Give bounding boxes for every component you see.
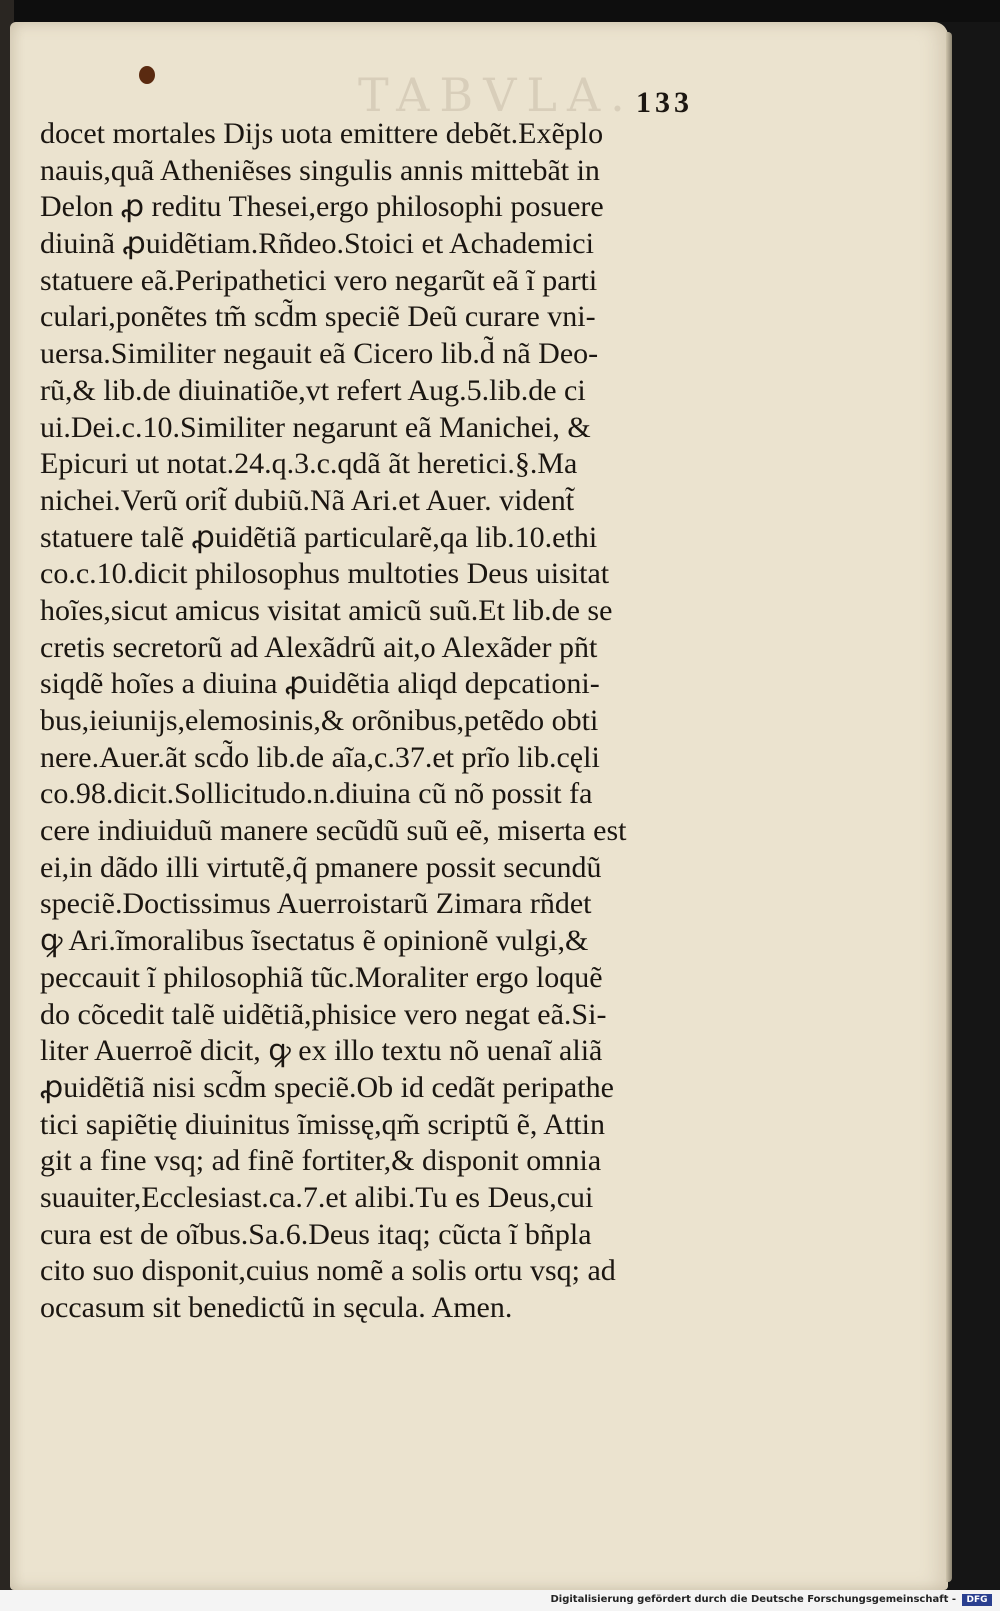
text-line: docet mortales Dijs uota emittere debẽt.Exẽplo — [40, 117, 604, 150]
text-line: Epicuri ut notat.24.q.3.c.qdã ãt heretici.§.Ma — [40, 447, 578, 481]
body-text — [40, 116, 770, 1327]
text-line: uersa.Similiter negauit eã Cicero lib.d̃ nã Deo- — [40, 337, 599, 371]
text-line: statuere talẽ ꝓuidẽtiã particularẽ,qa lib.10.ethi — [40, 520, 598, 554]
text-line: suauiter,Ecclesiast.ca.7.et alibi.Tu es Deus,cui — [40, 1180, 594, 1214]
text-line: siqdẽ hoĩes a diuina ꝓuidẽtia aliqd depcationi- — [40, 667, 600, 701]
text-line: culari,ponẽtes tm̃ scd̃m speciẽ Deũ curare vni- — [40, 300, 596, 334]
text-line: ꝓuidẽtiã nisi scd̃m speciẽ.Ob id cedãt peripathe — [40, 1070, 614, 1104]
text-line: tici sapiẽtię diuinitus ĩmissę,qm̃ scriptũ ẽ, Attin — [40, 1107, 605, 1141]
scanner-top-edge — [0, 0, 1000, 22]
text-line: bus,ieiunijs,elemosinis,& orõnibus,petẽdo obti — [40, 704, 599, 737]
text-line: peccauit ĩ philosophiã tũc.Moraliter ergo loquẽ — [40, 960, 603, 994]
text-line: git a fine vsq; ad finẽ fortiter,& disponit omnia — [40, 1144, 602, 1178]
page-number: 133 — [636, 86, 693, 119]
page-edge — [946, 32, 952, 1582]
text-line: speciẽ.Doctissimus Auerroistarũ Zimara rñdet — [40, 887, 592, 921]
text-line: co.98.dicit.Sollicitudo.n.diuina cũ nõ possit fa — [40, 777, 593, 811]
text-line: cito suo disponit,cuius nomẽ a solis ortu vsq; ad — [40, 1254, 616, 1288]
text-line: cretis secretorũ ad Alexãdrũ ait,o Alexãder pñt — [40, 630, 598, 664]
text-line: liter Auerroẽ dicit, ꝙ ex illo textu nõ uenaĩ aliã — [40, 1034, 603, 1068]
running-head-bleed-through: TABVLA. — [358, 68, 635, 122]
text-line: rũ,& lib.de diuinatiõe,vt refert Aug.5.lib.de ci — [40, 373, 586, 407]
text-line: nauis,quã Atheniẽses singulis annis mittebãt in — [40, 153, 600, 187]
text-line: occasum sit benedictũ in sęcula. Amen. — [40, 1291, 513, 1324]
text-line: hoĩes,sicut amicus visitat amicũ suũ.Et lib.de se — [40, 593, 613, 627]
text-line: ui.Dei.c.10.Similiter negarunt eã Manichei, & — [40, 410, 591, 444]
text-line: cere indiuiduũ manere secũdũ suũ eẽ, miserta est — [40, 814, 627, 848]
text-line: statuere eã.Peripathetici vero negarũt eã ĩ parti — [40, 263, 598, 297]
text-line: nichei.Verũ orit̃ dubiũ.Nã Ari.et Auer. vident̃ — [40, 483, 575, 517]
text-line: ꝙ Ari.ĩmoralibus ĩsectatus ẽ opinionẽ vulgi,& — [40, 924, 589, 958]
dfg-logo: DFG — [962, 1594, 992, 1606]
text-line: do cõcedit talẽ uidẽtiã,phisice vero negat eã.Si- — [40, 997, 607, 1031]
text-line: cura est de oĩbus.Sa.6.Deus itaq; cũcta ĩ bñpla — [40, 1217, 592, 1251]
text-line: Delon ꝓ reditu Thesei,ergo philosophi posuere — [40, 190, 604, 224]
text-line: nere.Auer.ãt scd̃o lib.de aĩa,c.37.et prĩo lib.cęli — [40, 740, 600, 774]
text-line: ei,in dãdo illi virtutẽ,q̃ pmanere possit secundũ — [40, 850, 602, 884]
text-line: diuinã ꝓuidẽtiam.Rñdeo.Stoici et Achademici — [40, 227, 594, 261]
ink-blot — [139, 66, 155, 84]
digitization-credit: Digitalisierung gefördert durch die Deutsche Forschungsgemeinschaft - — [550, 1594, 956, 1605]
text-line: co.c.10.dicit philosophus multoties Deus uisitat — [40, 557, 610, 591]
